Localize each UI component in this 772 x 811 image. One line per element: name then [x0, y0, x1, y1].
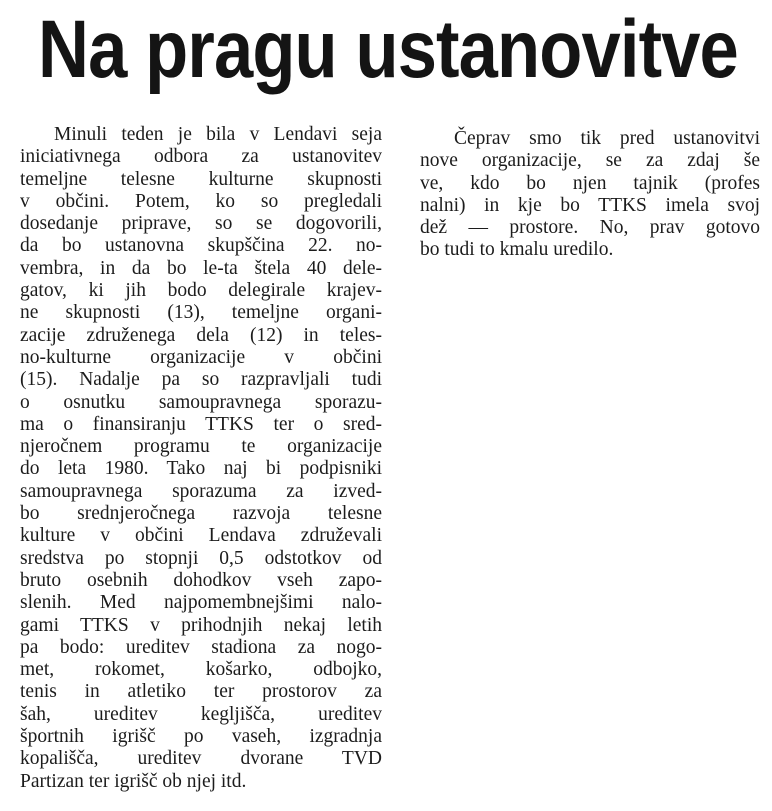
text-line: do leta 1980. Tako naj bi podpisniki [20, 458, 382, 480]
text-line: bruto osebnih dohodkov vseh zapo- [20, 569, 382, 591]
text-line: Partizan ter igrišč ob njej itd. [20, 770, 247, 792]
text-line: v občini. Potem, ko so pregledali [20, 190, 382, 212]
text-line: šah, ureditev kegljišča, ureditev [20, 703, 382, 725]
text-line: njeročnem programu te organizacije [20, 436, 382, 458]
article-body-right-column [420, 128, 760, 262]
text-line: tenis in atletiko ter prostorov za [20, 681, 382, 703]
text-line: kulture v občini Lendava združevali [20, 525, 382, 547]
text-line: Čeprav smo tik pred ustanovitvi [454, 128, 760, 149]
text-line: gatov, ki jih bodo delegirale krajev- [20, 280, 382, 302]
text-line: bo srednjeročnega razvoja telesne [20, 503, 382, 525]
text-line: vembra, in da bo le-ta štela 40 dele- [20, 257, 382, 279]
text-line: pa bodo: ureditev stadiona za nogo- [20, 636, 382, 658]
text-line: gami TTKS v prihodnjih nekaj letih [20, 614, 382, 636]
text-line: ve, kdo bo njen tajnik (profes [420, 172, 760, 194]
text-line: samoupravnega sporazuma za izved- [20, 480, 382, 502]
text-line: no-kulturne organizacije v občini [20, 346, 382, 368]
text-line: ma o finansiranju TTKS ter o sred- [20, 413, 382, 435]
text-line: športnih igrišč po vaseh, izgradnja [20, 726, 382, 748]
text-line: iniciativnega odbora za ustanovitev [20, 146, 382, 168]
text-line: bo tudi to kmalu uredilo. [420, 239, 614, 261]
text-line: temeljne telesne kulturne skupnosti [20, 168, 382, 190]
text-line: ne skupnosti (13), temeljne organi- [20, 302, 382, 324]
text-line: (15). Nadalje pa so razpravljali tudi [20, 369, 382, 391]
text-line: dež — prostore. No, prav gotovo [420, 217, 760, 239]
text-line: da bo ustanovna skupščina 22. no- [20, 235, 382, 257]
article-body-left-column [20, 124, 382, 793]
text-line: slenih. Med najpomembnejšimi nalo- [20, 592, 382, 614]
text-line: o osnutku samoupravnega sporazu- [20, 391, 382, 413]
text-line: dosedanje priprave, so se dogovorili, [20, 213, 382, 235]
article-headline: Na pragu ustanovitve [38, 4, 738, 95]
text-line: zacije združenega dela (12) in teles- [20, 324, 382, 346]
text-line: sredstva po stopnji 0,5 odstotkov od [20, 547, 382, 569]
text-line: nalni) in kje bo TTKS imela svoj [420, 194, 760, 216]
text-line: met, rokomet, košarko, odbojko, [20, 659, 382, 681]
text-line: kopališča, ureditev dvorane TVD [20, 748, 382, 770]
text-line: Minuli teden je bila v Lendavi seja [54, 124, 382, 145]
text-line: nove organizacije, se za zdaj še [420, 150, 760, 172]
